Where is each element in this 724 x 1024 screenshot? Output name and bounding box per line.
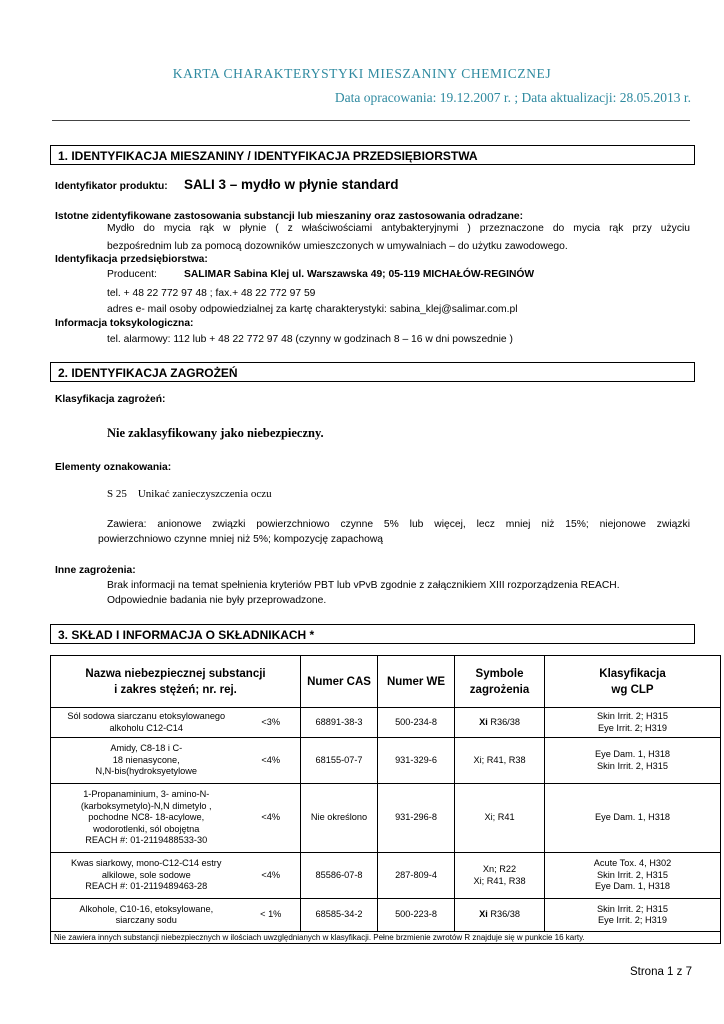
table-row xyxy=(51,899,721,932)
cell-clp: Eye Dam. 1, H318 xyxy=(545,784,721,853)
cell-cas: Nie określono xyxy=(301,784,378,853)
cell-clp: Acute Tox. 4, H302 Skin Irrit. 2, H315 Eye Dam. 1, H318 xyxy=(545,853,721,899)
classification-label: Klasyfikacja zagrożeń: xyxy=(55,394,166,405)
section-3-heading: 3. SKŁAD I INFORMACJA O SKŁADNIKACH * xyxy=(50,624,695,644)
cell-substance-name: Sól sodowa siarczanu etoksylowanego alkoholu C12-C14 xyxy=(51,708,242,738)
table-row xyxy=(51,853,721,899)
symbol-rest: R36/38 xyxy=(487,716,520,727)
section-2-heading: 2. IDENTYFIKACJA ZAGROŻEŃ xyxy=(50,362,695,382)
cell-clp: Skin Irrit. 2; H315 Eye Irrit. 2; H319 xyxy=(545,899,721,932)
producer-value: SALIMAR Sabina Klej ul. Warszawska 49; 05-119 MICHAŁÓW-REGINÓW xyxy=(184,269,535,280)
symbol-rest: R36/38 xyxy=(487,909,520,920)
table-row xyxy=(51,784,721,853)
page-number: Strona 1 z 7 xyxy=(629,966,692,978)
identifier-value: SALI 3 – mydło w płynie standard xyxy=(184,177,399,192)
cell-symbols xyxy=(455,899,545,932)
producer-label: Producent: xyxy=(107,269,157,280)
document-dates: Data opracowania: 19.12.2007 r. ; Data aktualizacji: 28.05.2013 r. xyxy=(334,90,691,105)
uses-label: Istotne zidentyfikowane zastosowania substancji lub mieszaniny oraz zastosowania odradzane: xyxy=(55,211,524,222)
classification-value: Nie zaklasyfikowany jako niebezpieczny. xyxy=(107,426,324,440)
header-divider xyxy=(52,120,690,121)
cell-substance-name: Amidy, C8-18 i C- 18 nienasycone, N,N-bis(hydroksyetylowe xyxy=(51,738,242,784)
cell-we: 500-223-8 xyxy=(378,899,455,932)
tox-value: tel. alarmowy: 112 lub + 48 22 772 97 48 (czynny w godzinach 8 – 16 w dni powszednie ) xyxy=(107,334,513,345)
other-hazards-line-1: Brak informacji na temat spełnienia kryteriów PBT lub vPvB zgodnie z załącznikiem XIII rozporządzenia REACH. xyxy=(107,580,620,591)
cell-cas: 68155-07-7 xyxy=(301,738,378,784)
email-line: adres e- mail osoby odpowiedzialnej za kartę charakterystyki: sabina_klej@salimar.com.pl xyxy=(107,304,518,315)
col-header-cas: Numer CAS xyxy=(301,656,378,708)
symbol-bold: Xi xyxy=(479,716,488,727)
uses-line-2: bezpośrednim lub za pomocą dozowników umieszczonych w umywalniach – do użytku zawodowego. xyxy=(107,241,568,252)
section-1-heading: 1. IDENTYFIKACJA MIESZANINY / IDENTYFIKACJA PRZEDSIĘBIORSTWA xyxy=(50,145,695,165)
s-phrase: S 25 Unikać zanieczyszczenia oczu xyxy=(107,488,272,500)
cell-we: 931-296-8 xyxy=(378,784,455,853)
document-title: KARTA CHARAKTERYSTYKI MIESZANINY CHEMICZNEJ xyxy=(172,66,552,81)
contains-line-2: powierzchniowo czynne mniej niż 5%; kompozycję zapachową xyxy=(98,534,384,545)
tox-label: Informacja toksykologiczna: xyxy=(55,318,194,329)
cell-concentration: <3% xyxy=(242,708,301,738)
table-header-row xyxy=(51,656,721,708)
contains-line-1: Zawiera: anionowe związki powierzchniowo czynne 5% lub więcej, lecz mniej niż 15%; niejonowe związki xyxy=(107,519,690,530)
table-row xyxy=(51,738,721,784)
cell-substance-name: Alkohole, C10-16, etoksylowane, siarczany sodu xyxy=(51,899,242,932)
symbol-rest: Xi; R41, R38 xyxy=(473,754,526,765)
cell-clp: Skin Irrit. 2; H315 Eye Irrit. 2; H319 xyxy=(545,708,721,738)
symbol-bold: Xi xyxy=(479,909,488,920)
other-hazards-line-2: Odpowiednie badania nie były przeprowadzone. xyxy=(107,595,327,606)
supplier-label: Identyfikacja przedsiębiorstwa: xyxy=(55,254,208,265)
cell-we: 287-809-4 xyxy=(378,853,455,899)
other-hazards-label: Inne zagrożenia: xyxy=(55,565,136,576)
col-header-clp: Klasyfikacja wg CLP xyxy=(545,656,721,708)
cell-substance-name: 1-Propanaminium, 3- amino-N- (karboksymetylo)-N,N dimetylo , pochodne NC8- 18-acylowe, wodorotlenki, sól obojętna REACH #: 01-2119488533-30 xyxy=(51,784,242,853)
col-header-symbols: Symbole zagrożenia xyxy=(455,656,545,708)
cell-we: 500-234-8 xyxy=(378,708,455,738)
cell-symbols xyxy=(455,738,545,784)
composition-table xyxy=(50,655,721,944)
cell-we: 931-329-6 xyxy=(378,738,455,784)
uses-line-1: Mydło do mycia rąk w płynie ( z właściwościami antybakteryjnymi ) przeznaczone do mycia rąk przy użyciu xyxy=(107,223,690,234)
phone-fax-line: tel. + 48 22 772 97 48 ; fax.+ 48 22 772 97 59 xyxy=(107,288,316,299)
cell-cas: 68585-34-2 xyxy=(301,899,378,932)
table-row xyxy=(51,708,721,738)
labelling-label: Elementy oznakowania: xyxy=(55,462,172,473)
table-note: Nie zawiera innych substancji niebezpiecznych w ilościach uwzględnianych w klasyfikacji. Pełne brzmienie zwrotów R znajduje się w punkcie 16 karty. xyxy=(51,932,721,944)
table-note-row xyxy=(51,932,721,944)
cell-symbols: Xn; R22 Xi; R41, R38 xyxy=(455,853,545,899)
cell-substance-name: Kwas siarkowy, mono-C12-C14 estry alkilowe, sole sodowe REACH #: 01-2119489463-28 xyxy=(51,853,242,899)
cell-concentration: <4% xyxy=(242,853,301,899)
symbol-rest: Xi; R41 xyxy=(484,812,515,823)
cell-concentration: <4% xyxy=(242,738,301,784)
cell-cas: 85586-07-8 xyxy=(301,853,378,899)
cell-symbols xyxy=(455,784,545,853)
col-header-name: Nazwa niebezpiecznej substancji i zakres stężeń; nr. rej. xyxy=(51,656,301,708)
identifier-label: Identyfikator produktu: xyxy=(55,181,168,192)
cell-symbols xyxy=(455,708,545,738)
cell-cas: 68891-38-3 xyxy=(301,708,378,738)
cell-clp: Eye Dam. 1, H318 Skin Irrit. 2, H315 xyxy=(545,738,721,784)
cell-concentration: < 1% xyxy=(242,899,301,932)
cell-concentration: <4% xyxy=(242,784,301,853)
col-header-we: Numer WE xyxy=(378,656,455,708)
